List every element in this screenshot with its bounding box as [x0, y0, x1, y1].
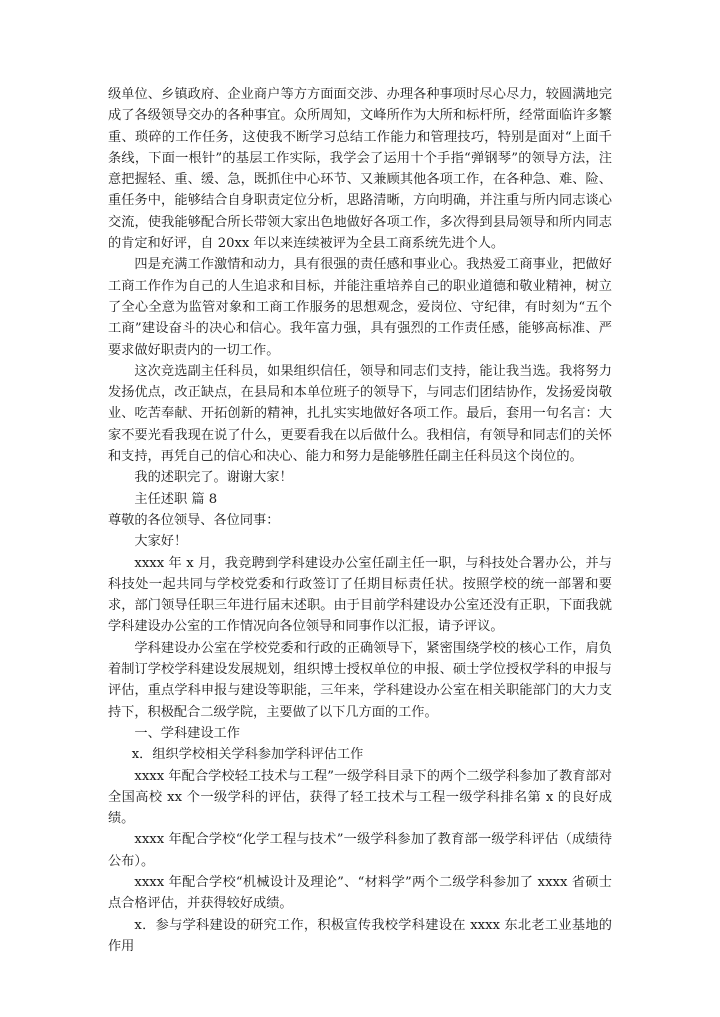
paragraph-evaluation-3: xxxx 年配合学校“机械设计及理论”、“材料学”两个二级学科参加了 xxxx 省硕士点合格评估，并获得较好成绩。: [108, 874, 612, 912]
subheading-evaluation: x．组织学校相关学科参加学科评估工作: [131, 747, 364, 763]
subheading-research: x．参与学科建设的研究工作，积极宣传我校学科建设在 xxxx 东北老工业基地的作用: [108, 917, 612, 954]
paragraph-evaluation-1: xxxx 年配合学校轻工技术与工程”一级学科目录下的两个二级学科参加了教育部对全国高校 xx 个一级学科的评估，获得了轻工技术与工程一级学科排名第 x 的良好成绩。: [108, 768, 612, 827]
section-heading: 主任述职 篇 8: [134, 491, 218, 507]
paragraph-closing: 我的述职完了。谢谢大家！: [134, 470, 293, 486]
salutation: 尊敬的各位领导、各位同事：: [108, 512, 280, 528]
paragraph-evaluation-2: xxxx 年配合学校“化学工程与技术”一级学科参加了教育部一级学科评估（成绩待公布）。: [108, 832, 612, 869]
paragraph-overview: 学科建设办公室在学校党委和行政的正确领导下，紧密围绕学校的核心工作，肩负着制订学校学科建设发展规划，组织博士授权单位的申报、硕士学位授权学科的申报与评估，重点学科申报与建设等职能，三年来，学科建设办公室在相关职能部门的大力支持下，积极配合二级学院，主要做了以下几方面的工作。: [108, 640, 612, 720]
document-page: [108, 84, 612, 957]
greeting: 大家好！: [134, 534, 188, 550]
paragraph-campaign: 这次竞选副主任科员，如果组织信任，领导和同志们支持，能让我当选。我将努力发扬优点，改正缺点，在县局和本单位班子的领导下，与同志们团结协作，发扬爱岗敬业、吃苦奉献、开拓创新的精神，扎扎实实地做好各项工作。最后，套用一句名言：大家不要光看我现在说了什么，更要看我在以后做什么。我相信，有领导和同志们的关怀和支持，再凭自己的信心和决心、能力和努力是能够胜任副主任科员这个岗位的。: [108, 363, 612, 465]
paragraph-fourth-point: 四是充满工作激情和动力，具有很强的责任感和事业心。我热爱工商事业，把做好工商工作作为自己的人生追求和目标，并能注重培养自己的职业道德和敬业精神，树立了全心全意为监管对象和工商工作服务的思想观念，爱岗位、守纪律，有时刻为“五个工商”建设奋斗的决心和信心。我年富力强，具有强烈的工作责任感，能够高标准、严要求做好职责内的一切工作。: [108, 257, 612, 358]
paragraph-continuation: 级单位、乡镇政府、企业商户等方方面面交涉、办理各种事项时尽心尽力，较圆满地完成了各级领导交办的各种事宜。众所周知，文峰所作为大所和标杆所，经常面临许多繁重、琐碎的工作任务，这使我不断学习总结工作能力和管理技巧，特别是面对“上面千条线，下面一根针”的基层工作实际，我学会了运用十个手指“弹钢琴”的领导方法，注意把握轻、重、缓、急，既抓住中心环节、又兼顾其他各项工作，在各种急、难、险、重任务中，能够结合自身职责定位分析，思路清晰，方向明确，并注重与所内同志谈心交流，使我能够配合所长带领大家出色地做好各项工作，多次得到县局领导和所内同志的肯定和好评，自 20xx 年以来连续被评为全县工商系统先进个人。: [108, 87, 612, 252]
paragraph-intro: xxxx 年 x 月，我竞聘到学科建设办公室任副主任一职，与科技处合署办公，并与科技处一起共同与学校党委和行政签订了任期目标责任状。按照学校的统一部署和要求，部门领导任职三年进行届末述职。由于目前学科建设办公室还没有正职，下面我就学科建设办公室的工作情况向各位领导和同事作以汇报，请予评议。: [108, 555, 612, 635]
heading-discipline-construction: 一、学科建设工作: [134, 725, 240, 741]
